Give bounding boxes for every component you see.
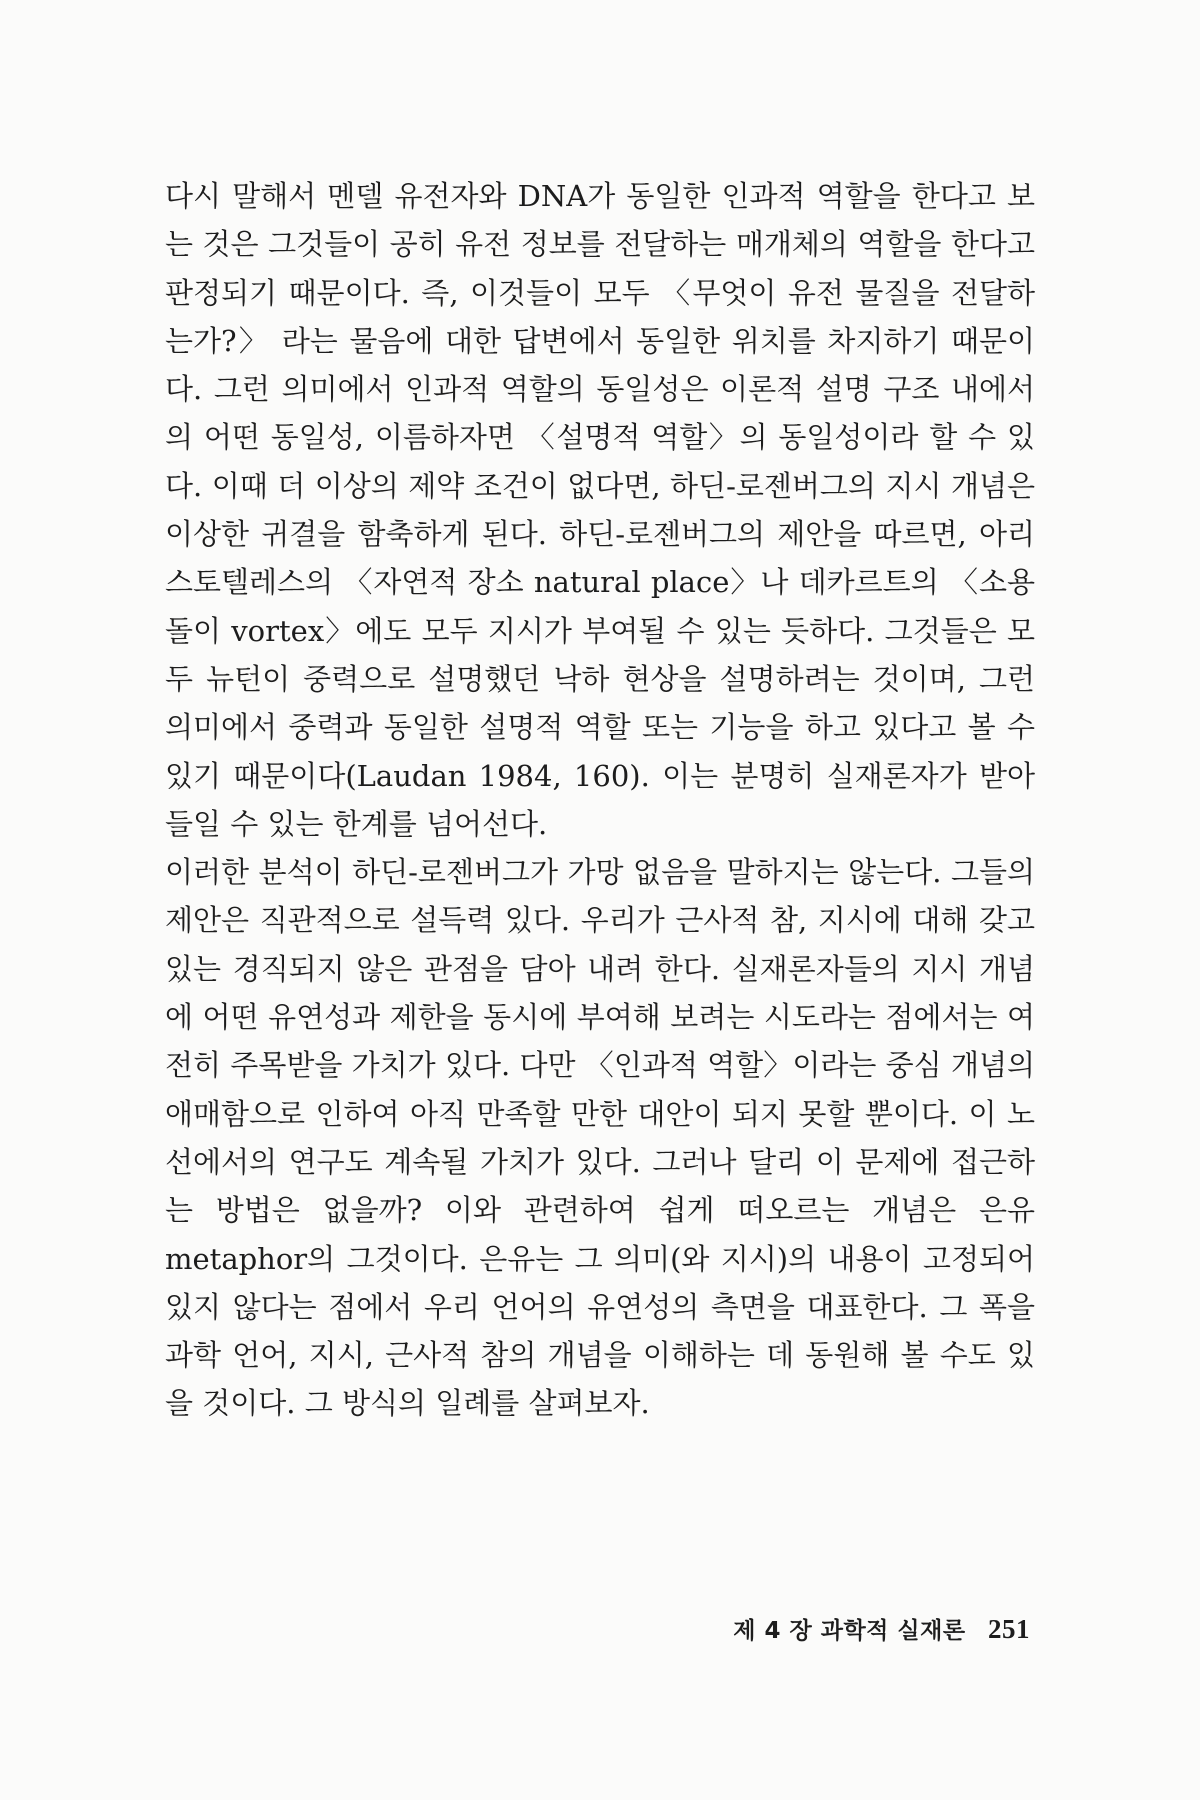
chapter-title: 제 4 장 과학적 실재론 — [733, 1618, 966, 1644]
body-text — [165, 172, 1035, 1428]
page-number: 251 — [988, 1614, 1030, 1644]
paragraph-2: 이러한 분석이 하딘-로젠버그가 가망 없음을 말하지는 않는다. 그들의 제안은 직관적으로 설득력 있다. 우리가 근사적 참, 지시에 대해 갖고 있는 경직되지 않은 관점을 담아 내려 한다. 실재론자들의 지시 개념에 어떤 유연성과 제한을 동시에 부여해 보려는 시도라는 점에서는 여전히 주목받을 가치가 있다. 다만 〈인과적 역할〉이라는 중심 개념의 애매함으로 인하여 아직 만족할 만한 대안이 되지 못할 뿐이다. 이 노선에서의 연구도 계속될 가치가 있다. 그러나 달리 이 문제에 접근하는 방법은 없을까? 이와 관련하여 쉽게 떠오르는 개념은 은유 metaphor의 그것이다. 은유는 그 의미(와 지시)의 내용이 고정되어 있지 않다는 점에서 우리 언어의 유연성의 측면을 대표한다. 그 폭을 과학 언어, 지시, 근사적 참의 개념을 이해하는 데 동원해 볼 수도 있을 것이다. 그 방식의 일례를 살펴보자. — [165, 855, 1035, 1421]
page-footer — [733, 1612, 1030, 1645]
paragraph-1: 다시 말해서 멘델 유전자와 DNA가 동일한 인과적 역할을 한다고 보는 것은 그것들이 공히 유전 정보를 전달하는 매개체의 역할을 한다고 판정되기 때문이다. 즉, 이것들이 모두 〈무엇이 유전 물질을 전달하는가?〉 라는 물음에 대한 답변에서 동일한 위치를 차지하기 때문이다. 그런 의미에서 인과적 역할의 동일성은 이론적 설명 구조 내에서의 어떤 동일성, 이름하자면 〈설명적 역할〉의 동일성이라 할 수 있다. 이때 더 이상의 제약 조건이 없다면, 하딘-로젠버그의 지시 개념은 이상한 귀결을 함축하게 된다. 하딘-로젠버그의 제안을 따르면, 아리스토텔레스의 〈자연적 장소 natural place〉나 데카르트의 〈소용돌이 vortex〉에도 모두 지시가 부여될 수 있는 듯하다. 그것들은 모두 뉴턴이 중력으로 설명했던 낙하 현상을 설명하려는 것이며, 그런 의미에서 중력과 동일한 설명적 역할 또는 기능을 하고 있다고 볼 수 있기 때문이다(Laudan 1984, 160). 이는 분명히 실재론자가 받아들일 수 있는 한계를 넘어선다. — [165, 179, 1035, 841]
